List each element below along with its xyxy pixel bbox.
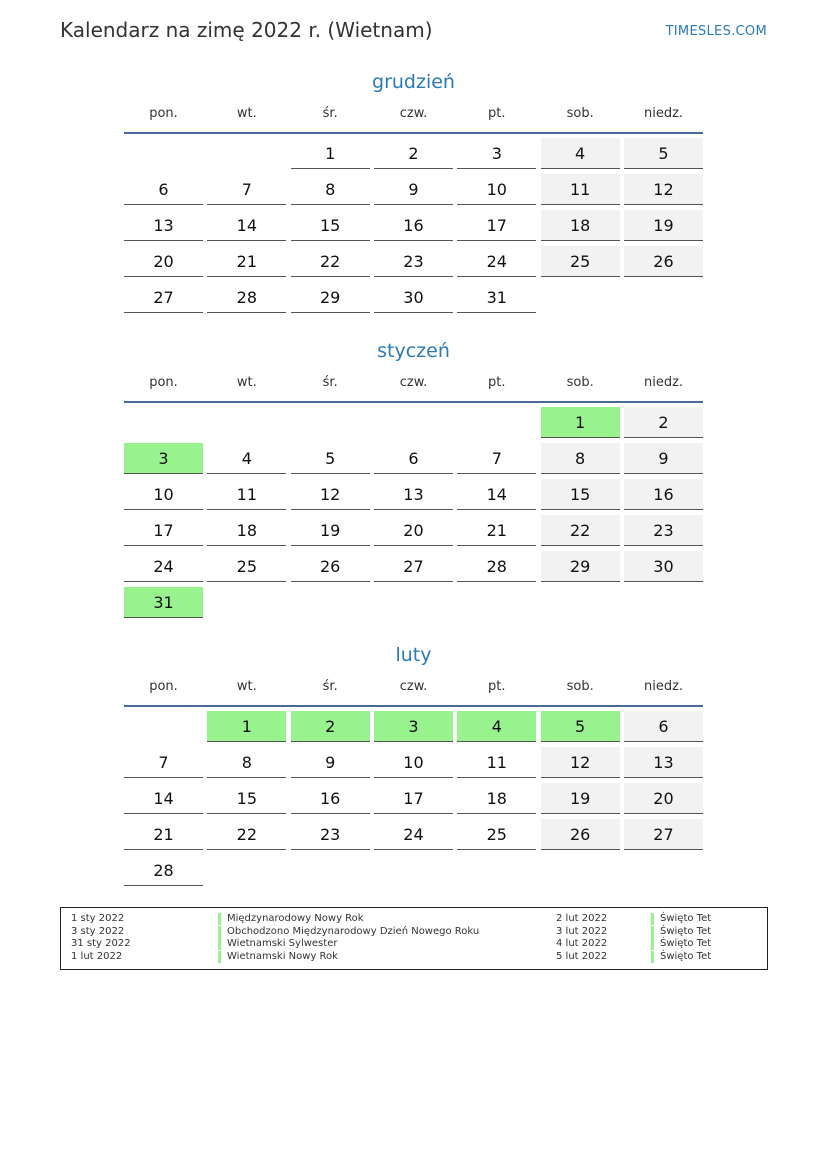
- day-cell: 6: [624, 711, 703, 742]
- day-cell: 29: [291, 282, 370, 313]
- day-cell: 16: [624, 479, 703, 510]
- day-cell: 8: [291, 174, 370, 205]
- legend-date: 1 lut 2022: [71, 951, 123, 962]
- day-cell: 16: [374, 210, 453, 241]
- day-cell: 25: [207, 551, 286, 582]
- weekday-label: czw.: [399, 375, 428, 390]
- day-cell: 12: [541, 747, 620, 778]
- month-january: [124, 337, 703, 612]
- legend-row: [61, 926, 767, 938]
- day-cell: 18: [457, 783, 536, 814]
- day-cell: 23: [624, 515, 703, 546]
- month-december: [124, 68, 703, 307]
- day-cell: 19: [541, 783, 620, 814]
- day-cell: 27: [124, 282, 203, 313]
- day-cell: 29: [541, 551, 620, 582]
- holiday-legend: [60, 907, 768, 970]
- legend-date: 5 lut 2022: [556, 951, 608, 962]
- weekday-label: wt.: [236, 106, 257, 121]
- legend-holiday-name: Święto Tet: [651, 913, 711, 925]
- day-cell: 13: [124, 210, 203, 241]
- day-cell: 7: [207, 174, 286, 205]
- day-cell: 9: [624, 443, 703, 474]
- day-cell: 4: [457, 711, 536, 742]
- weekday-header: [124, 365, 703, 403]
- day-cell: 4: [207, 443, 286, 474]
- day-cell: 14: [124, 783, 203, 814]
- legend-row: [61, 913, 767, 925]
- day-cell: 21: [207, 246, 286, 277]
- legend-date: 1 sty 2022: [71, 913, 125, 924]
- weekday-label: czw.: [399, 106, 428, 121]
- day-cell: 28: [207, 282, 286, 313]
- day-cell: 24: [374, 819, 453, 850]
- legend-holiday-name: Święto Tet: [651, 926, 711, 938]
- day-cell: 12: [291, 479, 370, 510]
- weekday-label: śr.: [322, 679, 338, 694]
- weekday-label: wt.: [236, 375, 257, 390]
- weekday-label: śr.: [322, 106, 338, 121]
- day-cell: 15: [541, 479, 620, 510]
- day-cell: 10: [374, 747, 453, 778]
- day-cell: 12: [624, 174, 703, 205]
- weekday-header: [124, 669, 703, 707]
- day-cell: 20: [124, 246, 203, 277]
- day-cell: 20: [374, 515, 453, 546]
- weekday-label: sob.: [566, 375, 594, 390]
- legend-row: [61, 951, 767, 963]
- day-cell: 5: [291, 443, 370, 474]
- day-cell: 7: [124, 747, 203, 778]
- day-cell: 28: [457, 551, 536, 582]
- legend-holiday-name: Święto Tet: [651, 938, 711, 950]
- day-cell: 2: [291, 711, 370, 742]
- day-cell: 14: [457, 479, 536, 510]
- weekday-label: pt.: [488, 106, 506, 121]
- weekday-label: niedz.: [643, 106, 684, 121]
- day-cell: 17: [374, 783, 453, 814]
- weekday-header: [124, 96, 703, 134]
- day-cell: 1: [541, 407, 620, 438]
- day-cell: 26: [291, 551, 370, 582]
- day-cell: 9: [291, 747, 370, 778]
- day-cell: 17: [457, 210, 536, 241]
- weekday-label: pt.: [488, 375, 506, 390]
- weekday-label: pon.: [149, 106, 178, 121]
- weekday-label: wt.: [236, 679, 257, 694]
- day-cell: 1: [207, 711, 286, 742]
- day-cell: 11: [207, 479, 286, 510]
- day-cell: 25: [541, 246, 620, 277]
- day-cell: 15: [291, 210, 370, 241]
- day-cell: 13: [624, 747, 703, 778]
- day-cell: 7: [457, 443, 536, 474]
- day-cell: 13: [374, 479, 453, 510]
- day-cell: 1: [291, 138, 370, 169]
- day-cell: 3: [374, 711, 453, 742]
- day-cell: 30: [624, 551, 703, 582]
- day-cell: 9: [374, 174, 453, 205]
- day-cell: 24: [124, 551, 203, 582]
- weekday-label: niedz.: [643, 375, 684, 390]
- day-cell: 8: [541, 443, 620, 474]
- day-cell: 15: [207, 783, 286, 814]
- legend-holiday-name: Międzynarodowy Nowy Rok: [218, 913, 364, 925]
- day-cell: 18: [207, 515, 286, 546]
- legend-holiday-name: Wietnamski Nowy Rok: [218, 951, 338, 963]
- day-cell: 23: [374, 246, 453, 277]
- day-cell: 2: [374, 138, 453, 169]
- day-cell: 30: [374, 282, 453, 313]
- month-title: styczeń: [377, 340, 450, 362]
- weekday-label: pon.: [149, 679, 178, 694]
- day-cell: 27: [624, 819, 703, 850]
- day-cell: 16: [291, 783, 370, 814]
- weekday-label: pt.: [488, 679, 506, 694]
- month-title: luty: [395, 644, 432, 666]
- day-cell: 22: [291, 246, 370, 277]
- legend-date: 2 lut 2022: [556, 913, 608, 924]
- day-cell: 21: [124, 819, 203, 850]
- day-cell: 31: [457, 282, 536, 313]
- day-cell: 3: [457, 138, 536, 169]
- day-cell: 24: [457, 246, 536, 277]
- legend-holiday-name: Święto Tet: [651, 951, 711, 963]
- day-cell: 22: [207, 819, 286, 850]
- month-title: grudzień: [372, 71, 455, 93]
- day-cell: 6: [374, 443, 453, 474]
- weekday-label: śr.: [322, 375, 338, 390]
- weekday-label: pon.: [149, 375, 178, 390]
- day-cell: 11: [457, 747, 536, 778]
- day-cell: 27: [374, 551, 453, 582]
- site-logo[interactable]: TIMESLES.COM: [665, 24, 767, 39]
- day-cell: 23: [291, 819, 370, 850]
- day-cell: 8: [207, 747, 286, 778]
- day-cell: 17: [124, 515, 203, 546]
- day-cell: 11: [541, 174, 620, 205]
- day-cell: 14: [207, 210, 286, 241]
- weekday-label: sob.: [566, 106, 594, 121]
- legend-date: 4 lut 2022: [556, 938, 608, 949]
- legend-date: 3 sty 2022: [71, 926, 125, 937]
- day-cell: 22: [541, 515, 620, 546]
- day-cell: 4: [541, 138, 620, 169]
- legend-holiday-name: Wietnamski Sylwester: [218, 938, 337, 950]
- weekday-label: sob.: [566, 679, 594, 694]
- legend-date: 31 sty 2022: [71, 938, 131, 949]
- day-cell: 10: [457, 174, 536, 205]
- month-february: [124, 641, 703, 880]
- day-cell: 26: [541, 819, 620, 850]
- legend-date: 3 lut 2022: [556, 926, 608, 937]
- day-cell: 2: [624, 407, 703, 438]
- day-cell: 25: [457, 819, 536, 850]
- day-cell: 5: [541, 711, 620, 742]
- day-cell: 10: [124, 479, 203, 510]
- day-cell: 19: [291, 515, 370, 546]
- page-title: Kalendarz na zimę 2022 r. (Wietnam): [60, 18, 433, 42]
- day-cell: 19: [624, 210, 703, 241]
- day-cell: 3: [124, 443, 203, 474]
- day-cell: 28: [124, 855, 203, 886]
- day-cell: 18: [541, 210, 620, 241]
- day-cell: 5: [624, 138, 703, 169]
- day-cell: 26: [624, 246, 703, 277]
- legend-row: [61, 938, 767, 950]
- weekday-label: czw.: [399, 679, 428, 694]
- day-cell: 21: [457, 515, 536, 546]
- legend-holiday-name: Obchodzono Międzynarodowy Dzień Nowego Roku: [218, 926, 479, 938]
- day-cell: 20: [624, 783, 703, 814]
- weekday-label: niedz.: [643, 679, 684, 694]
- day-cell: 31: [124, 587, 203, 618]
- day-cell: 6: [124, 174, 203, 205]
